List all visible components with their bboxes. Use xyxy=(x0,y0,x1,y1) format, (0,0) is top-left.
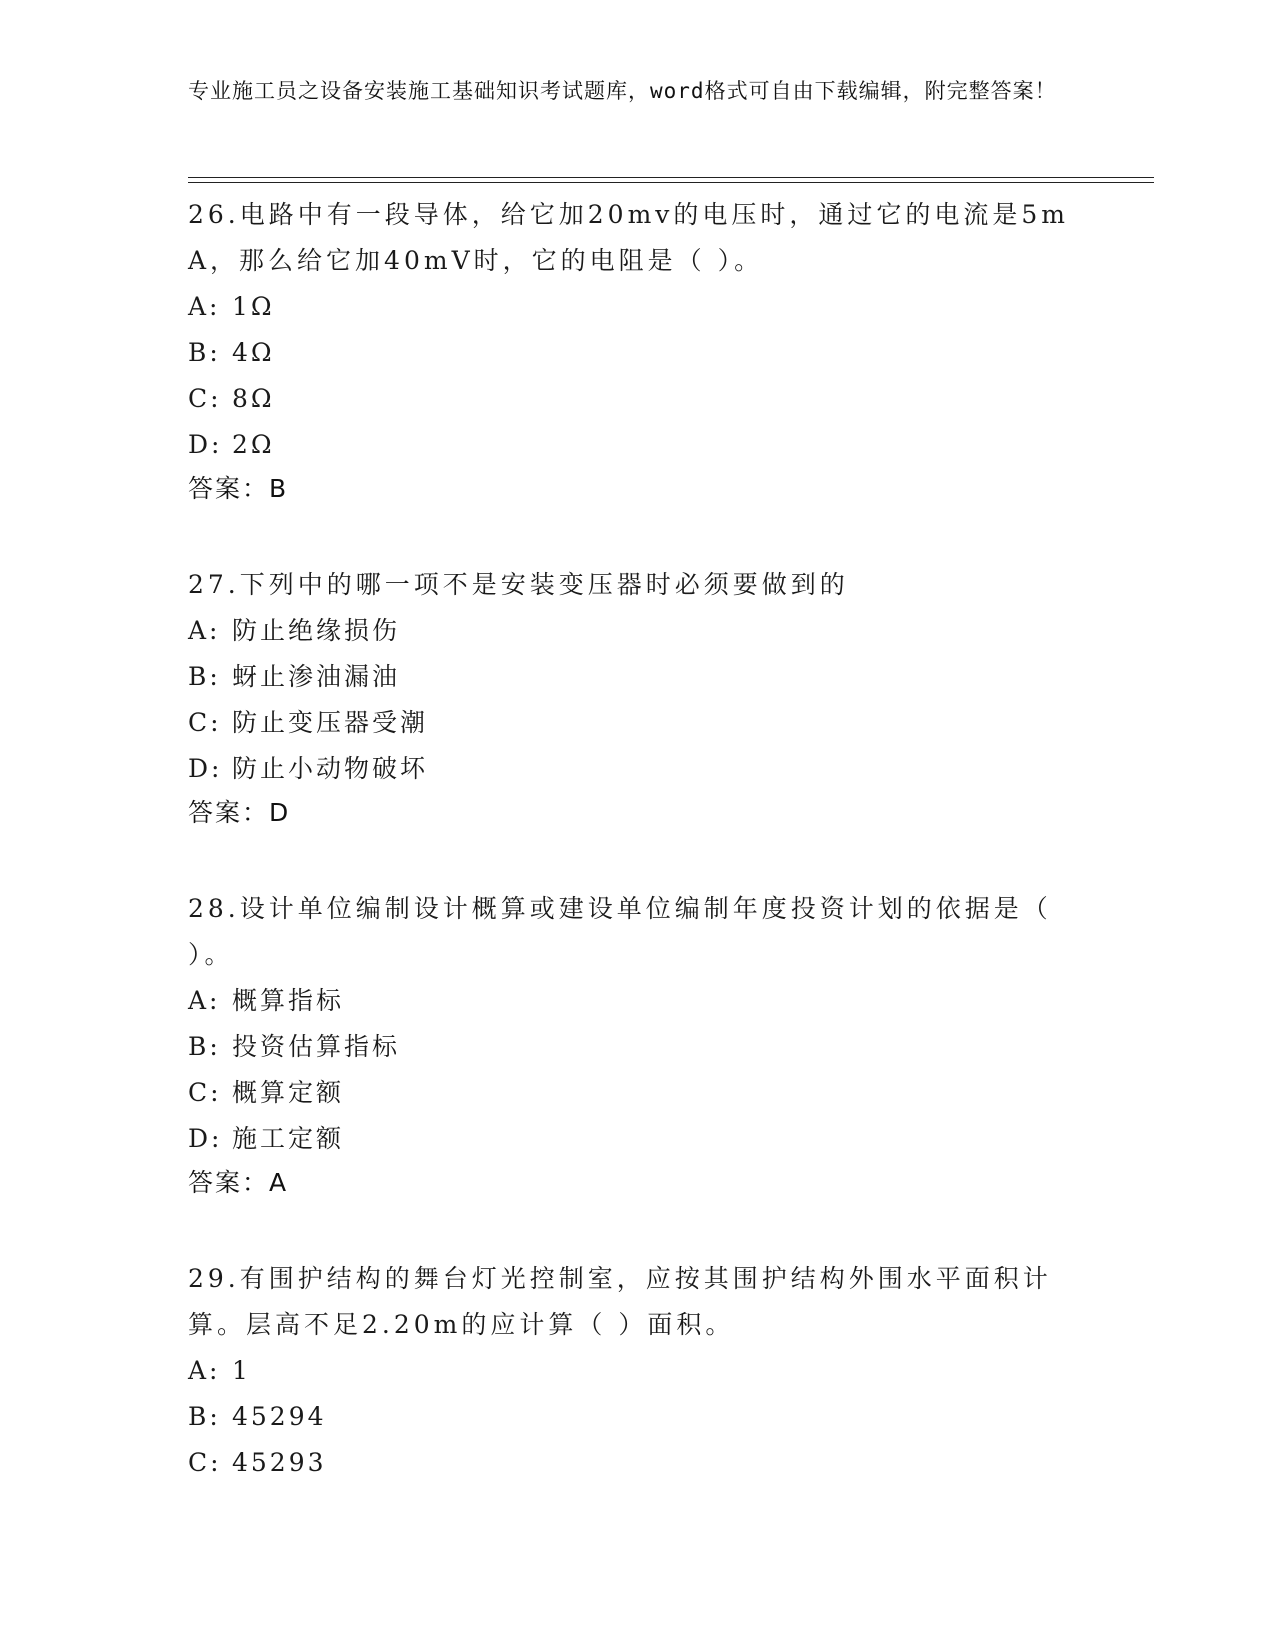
option-d xyxy=(188,746,1088,792)
answer-line: 答案：D xyxy=(188,798,291,827)
option-text: 45294 xyxy=(232,1402,327,1431)
question-28 xyxy=(188,886,1088,1204)
question-text: 26.电路中有一段导体，给它加20mv的电压时，通过它的电流是5mA，那么给它加40mV时，它的电阻是（ ）。 xyxy=(188,200,1070,275)
option-letter: D: xyxy=(188,754,223,783)
option-a xyxy=(188,1348,1088,1394)
option-letter: A: xyxy=(188,616,221,645)
option-d xyxy=(188,422,1088,468)
option-b xyxy=(188,1394,1088,1440)
question-text: 29.有围护结构的舞台灯光控制室，应按其围护结构外围水平面积计算。层高不足2.20m的应计算（ ）面积。 xyxy=(188,1264,1052,1339)
option-letter: C: xyxy=(188,1078,222,1107)
answer-line: 答案：A xyxy=(188,1168,289,1197)
option-letter: A: xyxy=(188,986,221,1015)
option-b xyxy=(188,654,1088,700)
option-letter: A: xyxy=(188,1356,221,1385)
option-text: 施工定额 xyxy=(232,1124,345,1153)
option-c xyxy=(188,376,1088,422)
option-a xyxy=(188,608,1088,654)
option-c xyxy=(188,1440,1088,1486)
option-letter: A: xyxy=(188,292,221,321)
answer-line: 答案：B xyxy=(188,474,289,503)
header-divider-bottom xyxy=(188,182,1154,183)
option-text: 1 xyxy=(232,1356,251,1385)
option-text: 投资估算指标 xyxy=(232,1032,401,1061)
option-letter: D: xyxy=(188,430,223,459)
option-letter: C: xyxy=(188,708,222,737)
option-text: 2Ω xyxy=(232,430,275,459)
option-text: 防止绝缘损伤 xyxy=(232,616,401,645)
header-divider-top xyxy=(188,177,1154,178)
option-c xyxy=(188,700,1088,746)
document-header: 专业施工员之设备安装施工基础知识考试题库，word格式可自由下载编辑，附完整答案！ xyxy=(188,79,1057,103)
option-letter: C: xyxy=(188,384,222,413)
question-text: 28.设计单位编制设计概算或建设单位编制年度投资计划的依据是（ ）。 xyxy=(188,894,1052,969)
option-letter: D: xyxy=(188,1124,223,1153)
question-27 xyxy=(188,562,1088,834)
question-text: 27.下列中的哪一项不是安装变压器时必须要做到的 xyxy=(188,570,849,599)
option-b xyxy=(188,1024,1088,1070)
option-text: 防止小动物破坏 xyxy=(232,754,429,783)
option-d xyxy=(188,1116,1088,1162)
option-c xyxy=(188,1070,1088,1116)
option-text: 概算定额 xyxy=(232,1078,345,1107)
option-letter: B: xyxy=(188,1032,221,1061)
option-letter: B: xyxy=(188,1402,221,1431)
option-text: 防止变压器受潮 xyxy=(232,708,429,737)
option-text: 1Ω xyxy=(232,292,275,321)
option-text: 蚜止渗油漏油 xyxy=(232,662,401,691)
option-text: 概算指标 xyxy=(232,986,345,1015)
option-letter: B: xyxy=(188,338,221,367)
option-letter: B: xyxy=(188,662,221,691)
option-text: 8Ω xyxy=(232,384,275,413)
question-list xyxy=(188,192,1088,1538)
option-letter: C: xyxy=(188,1448,222,1477)
option-text: 45293 xyxy=(232,1448,327,1477)
option-b xyxy=(188,330,1088,376)
option-text: 4Ω xyxy=(232,338,275,367)
option-a xyxy=(188,284,1088,330)
option-a xyxy=(188,978,1088,1024)
question-26 xyxy=(188,192,1088,510)
question-29 xyxy=(188,1256,1088,1486)
